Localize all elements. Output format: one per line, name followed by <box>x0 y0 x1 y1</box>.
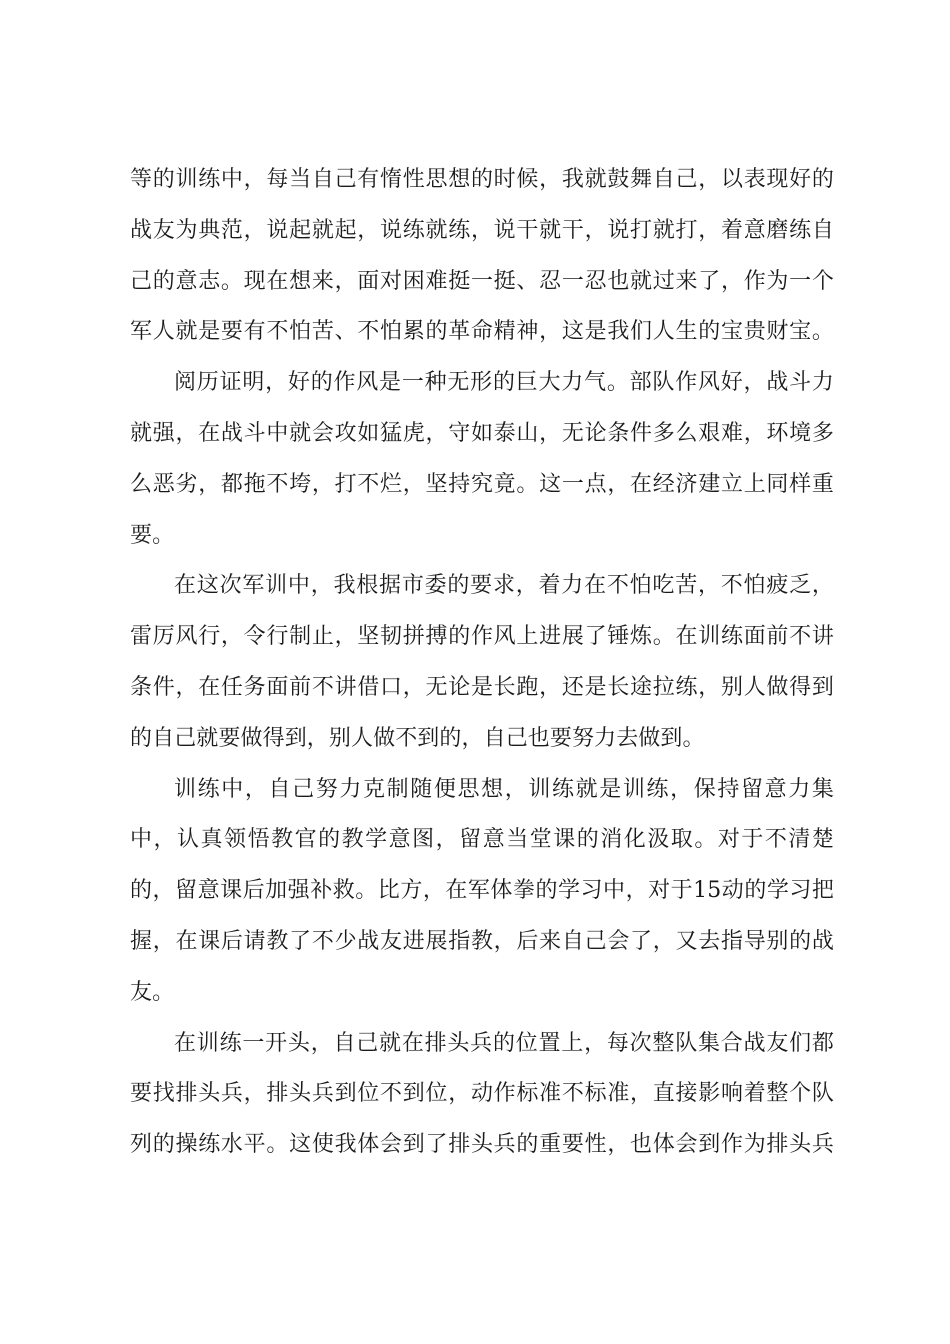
text-line: 握，在课后请教了不少战友进展指教，后来自己会了，又去指导别的战 <box>130 928 834 954</box>
paragraph-1 <box>130 155 834 358</box>
text-line: 雷厉风行，令行制止，坚韧拼搏的作风上进展了锤炼。在训练面前不讲 <box>130 624 834 650</box>
text-line: 的自己就要做得到，别人做不到的，自己也要努力去做到。 <box>130 725 705 751</box>
text-line: 么恶劣，都拖不垮，打不烂，坚持究竟。这一点，在经济建立上同样重 <box>130 471 834 497</box>
paragraph-2 <box>130 358 834 561</box>
text-line: 中，认真领悟教官的教学意图，留意当堂课的消化汲取。对于不清楚 <box>130 827 834 853</box>
text-line: 战友为典范，说起就起，说练就练，说干就干，说打就打，着意磨练自 <box>130 217 834 243</box>
text-line: 要找排头兵，排头兵到位不到位，动作标准不标准，直接影响着整个队 <box>130 1081 834 1107</box>
text-line: 就强，在战斗中就会攻如猛虎，守如泰山，无论条件多么艰难，环境多 <box>130 420 834 446</box>
text-line: 在这次军训中，我根据市委的要求，着力在不怕吃苦，不怕疲乏， <box>174 573 834 599</box>
text-line: 列的操练水平。这使我体会到了排头兵的重要性，也体会到作为排头兵 <box>130 1132 834 1158</box>
paragraph-4 <box>130 765 834 1019</box>
text-line: 军人就是要有不怕苦、不怕累的革命精神，这是我们人生的宝贵财宝。 <box>130 319 834 345</box>
text-line: 训练中，自己努力克制随便思想，训练就是训练，保持留意力集 <box>174 776 834 802</box>
text-line: 条件，在任务面前不讲借口，无论是长跑，还是长途拉练，别人做得到 <box>130 674 834 700</box>
paragraph-5 <box>130 1019 834 1171</box>
text-line: 等的训练中，每当自己有惰性思想的时候，我就鼓舞自己，以表现好的 <box>130 167 834 192</box>
text-line: 要。 <box>130 522 175 548</box>
text-line: 己的意志。现在想来，面对困难挺一挺、忍一忍也就过来了，作为一个 <box>130 268 834 294</box>
text-line: 的，留意课后加强补救。比方，在军体拳的学习中，对于15动的学习把 <box>130 878 834 904</box>
paragraph-3 <box>130 561 834 764</box>
text-line: 在训练一开头，自己就在排头兵的位置上，每次整队集合战友们都 <box>174 1030 834 1056</box>
text-line: 阅历证明，好的作风是一种无形的巨大力气。部队作风好，战斗力 <box>174 370 834 396</box>
document-body <box>130 155 834 1171</box>
text-line: 友。 <box>130 979 175 1005</box>
